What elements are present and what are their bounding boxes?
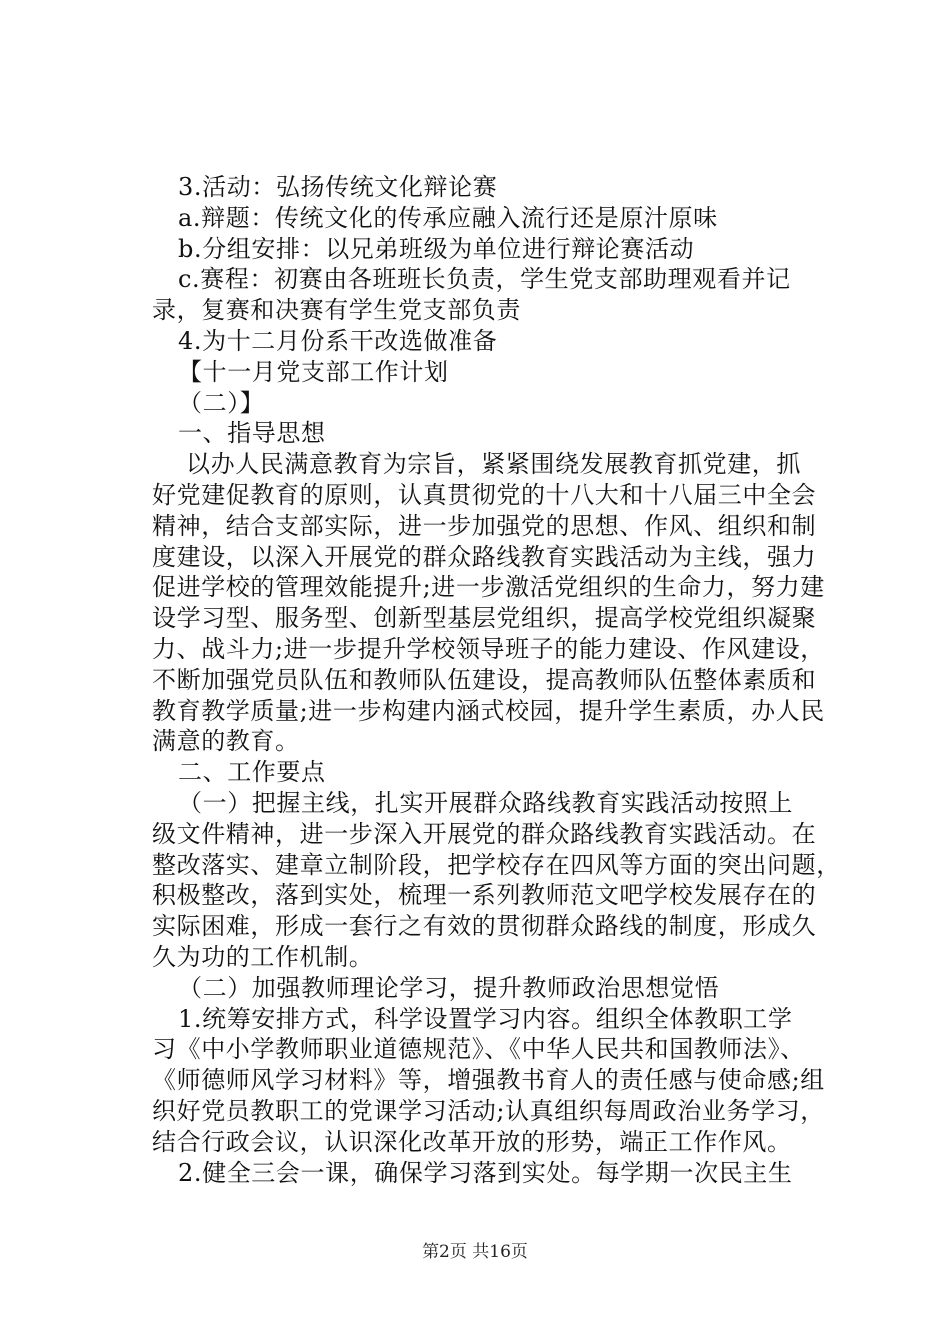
text-line: 久为功的工作机制。	[152, 942, 374, 971]
text-line: （二）加强教师理论学习，提升教师政治思想觉悟	[178, 973, 720, 1002]
text-line: 积极整改，落到实处，梳理一系列教师范文吧学校发展存在的	[152, 881, 817, 910]
text-line: 【十一月党支部工作计划	[178, 357, 449, 386]
text-line: 度建设，以深入开展党的群众路线教育实践活动为主线，强力	[152, 542, 817, 571]
text-line: 《师德师风学习材料》等，增强教书育人的责任感与使命感;组	[152, 1066, 825, 1095]
text-line: 设学习型、服务型、创新型基层党组织，提高学校党组织凝聚	[152, 604, 817, 633]
page-footer: 第2页 共16页	[422, 1242, 528, 1262]
text-line: （二）】	[178, 388, 265, 417]
text-line: 力、战斗力;进一步提升学校领导班子的能力建设、作风建设，	[152, 634, 825, 663]
text-line: 1.统筹安排方式，科学设置学习内容。组织全体教职工学	[178, 1004, 793, 1033]
text-line: 二、工作要点	[178, 758, 326, 787]
text-line: 4.为十二月份系干改选做准备	[178, 326, 498, 355]
text-line: 教育教学质量;进一步构建内涵式校园，提升学生素质，办人民	[152, 696, 825, 725]
text-line: 2.健全三会一课，确保学习落到实处。每学期一次民主生	[178, 1158, 793, 1187]
text-line: 促进学校的管理效能提升;进一步激活党组织的生命力，努力建	[152, 573, 825, 602]
text-line: 精神，结合支部实际，进一步加强党的思想、作风、组织和制	[152, 511, 817, 540]
text-line: 好党建促教育的原则，认真贯彻党的十八大和十八届三中全会	[152, 480, 817, 509]
text-line: 3.活动：弘扬传统文化辩论赛	[178, 173, 498, 201]
text-line: 满意的教育。	[152, 727, 300, 756]
text-line: 结合行政会议，认识深化改革开放的形势，端正工作作风。	[152, 1127, 792, 1156]
text-line: 录，复赛和决赛有学生党支部负责	[152, 296, 521, 325]
text-line: a.辩题：传统文化的传承应融入流行还是原汁原味	[178, 203, 718, 232]
text-line: c.赛程：初赛由各班班长负责，学生党支部助理观看并记	[178, 265, 791, 294]
text-line: 习《中小学教师职业道德规范》、《中华人民共和国教师法》、	[152, 1035, 805, 1064]
text-line: b.分组安排：以兄弟班级为单位进行辩论赛活动	[178, 234, 695, 263]
document-body	[152, 172, 840, 1188]
text-line: 织好党员教职工的党课学习活动;认真组织每周政治业务学习，	[152, 1096, 825, 1125]
text-line: 不断加强党员队伍和教师队伍建设，提高教师队伍整体素质和	[152, 665, 817, 694]
text-line: 一、指导思想	[178, 419, 326, 448]
text-line: 以办人民满意教育为宗旨，紧紧围绕发展教育抓党建，抓	[186, 450, 801, 479]
text-line: 整改落实、建章立制阶段，把学校存在四风等方面的突出问题，	[152, 850, 841, 879]
text-line: 实际困难，形成一套行之有效的贯彻群众路线的制度，形成久	[152, 912, 817, 941]
text-line: 级文件精神，进一步深入开展党的群众路线教育实践活动。在	[152, 819, 817, 848]
text-line: （一）把握主线，扎实开展群众路线教育实践活动按照上	[178, 788, 793, 817]
